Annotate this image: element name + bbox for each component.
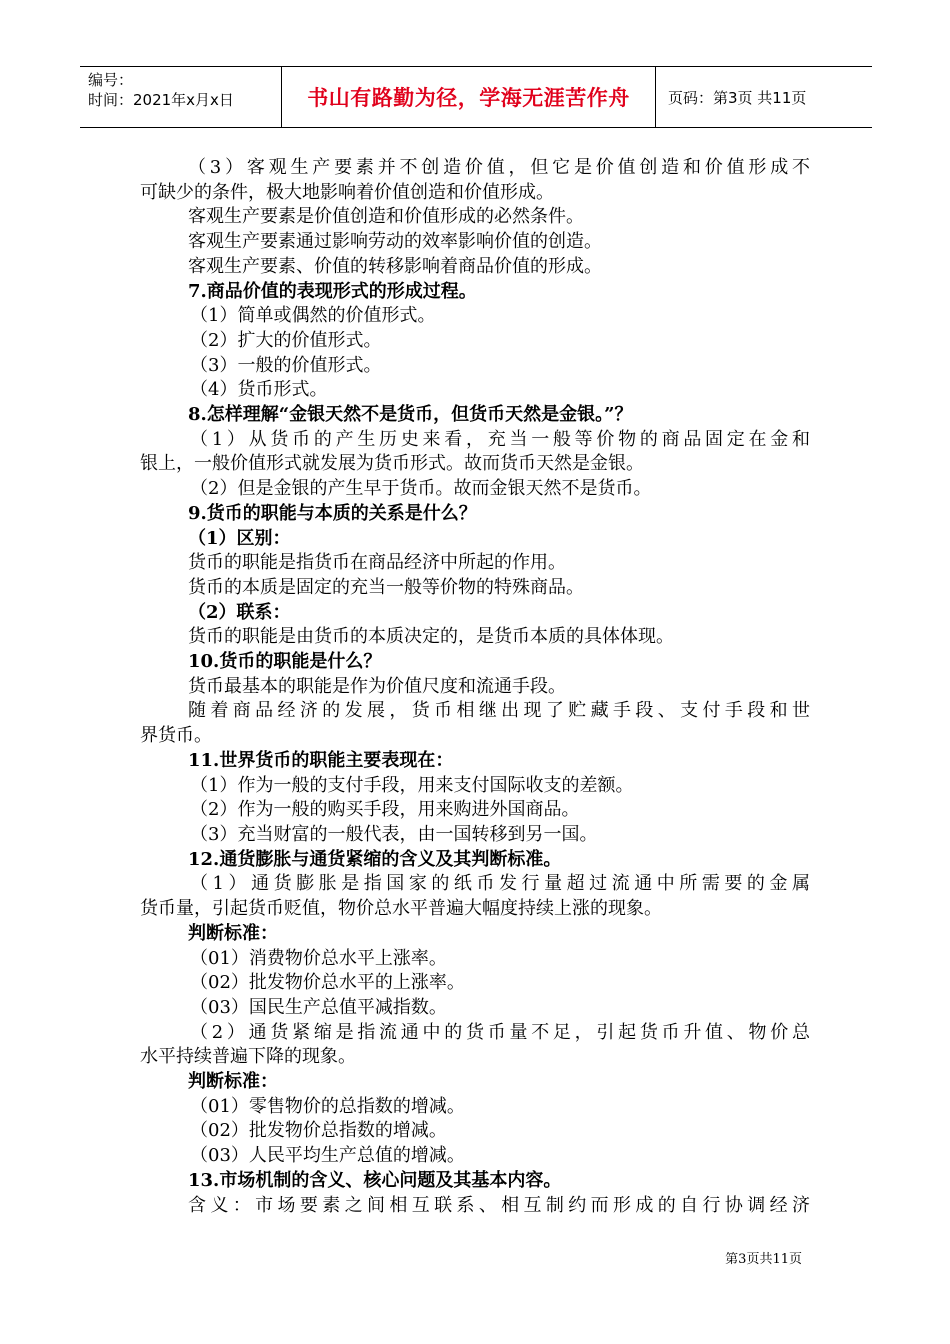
section-heading: 10.货币的职能是什么？ [188, 651, 382, 673]
text-line: 货币的职能是由货币的本质决定的，是货币本质的具体体现。 [188, 626, 674, 648]
text-line: （1）通货膨胀是指国家的纸币发行量超过流通中所需要的金属 [190, 873, 810, 895]
text-line: （4）货币形式。 [190, 379, 328, 401]
header-motto: 书山有路勤为径，学海无涯苦作舟 [282, 67, 656, 127]
text-line: 客观生产要素是价值创造和价值形成的必然条件。 [188, 206, 584, 228]
section-heading: 9.货币的职能与本质的关系是什么？ [188, 502, 477, 524]
text-line: （2）通货紧缩是指流通中的货币量不足，引起货币升值、物价总 [190, 1021, 810, 1043]
section-heading: 11.世界货币的职能主要表现在： [188, 749, 454, 771]
text-line: （1）从货币的产生历史来看，充当一般等价物的商品固定在金和 [190, 428, 810, 450]
page-header [80, 66, 872, 128]
section-heading: 12.通货膨胀与通货紧缩的含义及其判断标准。 [188, 848, 562, 870]
text-line: （03）人民平均生产总值的增减。 [190, 1145, 465, 1167]
text-line: 含义：市场要素之间相互联系、相互制约而形成的自行协调经济 [188, 1194, 810, 1216]
text-line: （3）充当财富的一般代表，由一国转移到另一国。 [190, 823, 598, 845]
text-line: 银上，一般价值形式就发展为货币形式。故而货币天然是金银。 [140, 453, 644, 475]
text-line: （03）国民生产总值平减指数。 [190, 996, 447, 1018]
document-number-label: 编号： [88, 71, 134, 89]
text-line: （02）批发物价总指数的增减。 [190, 1120, 447, 1142]
text-line: 货币的本质是固定的充当一般等价物的特殊商品。 [188, 576, 584, 598]
text-line: 水平持续普遍下降的现象。 [140, 1046, 356, 1068]
section-heading: 7.商品价值的表现形式的形成过程。 [188, 280, 477, 302]
section-heading: 8.怎样理解“金银天然不是货币，但货币天然是金银。”？ [188, 404, 633, 426]
text-line: 可缺少的条件，极大地影响着价值创造和价值形成。 [140, 181, 554, 203]
subheading: 判断标准： [188, 1071, 278, 1093]
subheading: 判断标准： [188, 922, 278, 944]
text-line: 货币的职能是指货币在商品经济中所起的作用。 [188, 552, 566, 574]
text-line: （1）作为一般的支付手段，用来支付国际收支的差额。 [190, 774, 634, 796]
text-line: 随着商品经济的发展，货币相继出现了贮藏手段、支付手段和世 [188, 700, 810, 722]
text-line: 客观生产要素通过影响劳动的效率影响价值的创造。 [188, 231, 602, 253]
document-body [140, 156, 810, 1218]
document-date-label: 时间：2021年x月x日 [88, 91, 234, 109]
text-line: （1）简单或偶然的价值形式。 [190, 305, 436, 327]
text-line: （01）消费物价总水平上涨率。 [190, 947, 447, 969]
section-heading: 13.市场机制的含义、核心问题及其基本内容。 [188, 1169, 562, 1191]
text-line: （2）扩大的价值形式。 [190, 329, 382, 351]
text-line: （01）零售物价的总指数的增减。 [190, 1095, 465, 1117]
text-line: （3）一般的价值形式。 [190, 354, 382, 376]
subheading: （1）区别： [188, 527, 291, 549]
header-page-number: 页码：第3页 共11页 [668, 88, 807, 107]
text-line: （3）客观生产要素并不创造价值，但它是价值创造和价值形成不 [188, 157, 810, 178]
text-line: 客观生产要素、价值的转移影响着商品价值的形成。 [188, 255, 602, 277]
text-line: 货币最基本的职能是作为价值尺度和流通手段。 [188, 675, 566, 697]
header-meta [80, 67, 282, 127]
page-footer: 第3页共11页 [725, 1252, 802, 1267]
text-line: （2）作为一般的购买手段，用来购进外国商品。 [190, 799, 580, 821]
text-line: 界货币。 [140, 725, 212, 747]
text-line: （2）但是金银的产生早于货币。故而金银天然不是货币。 [190, 478, 652, 500]
text-line: 货币量，引起货币贬值，物价总水平普遍大幅度持续上涨的现象。 [140, 898, 662, 920]
text-line: （02）批发物价总水平的上涨率。 [190, 972, 465, 994]
subheading: （2）联系： [188, 601, 291, 623]
